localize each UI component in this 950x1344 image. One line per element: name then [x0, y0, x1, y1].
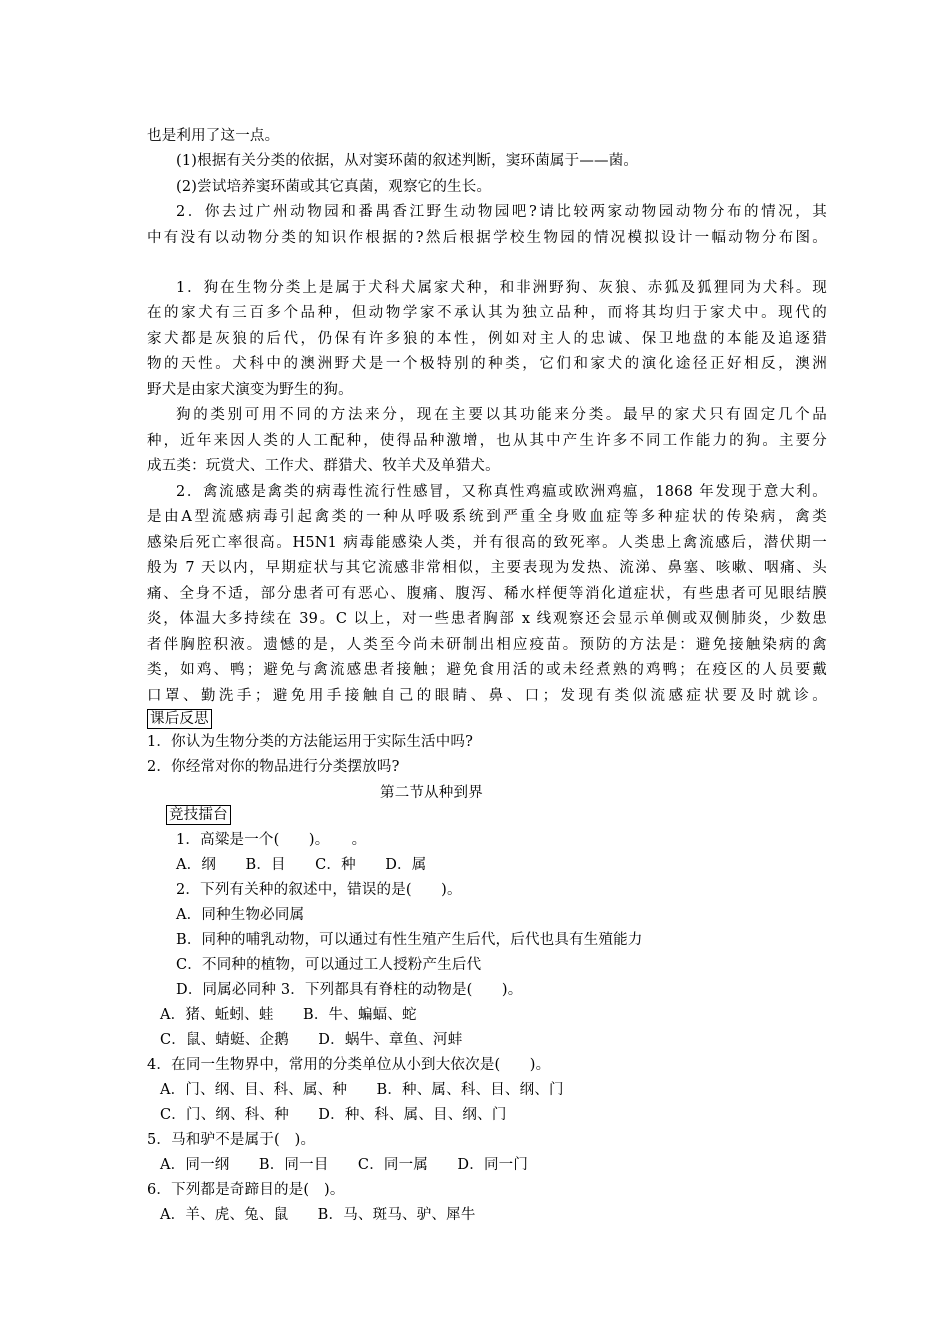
- text-line: 2．禽流感是禽类的病毒性流行性感冒，又称真性鸡瘟或欧洲鸡瘟，1868 年发现于意大利。: [176, 484, 827, 500]
- after-class-title: 课后反思: [147, 709, 212, 729]
- text-line: (2)尝试培养窦环菌或其它真菌，观察它的生长。: [176, 179, 492, 195]
- quiz-line: C．不同种的植物，可以通过工人授粉产生后代: [176, 957, 482, 973]
- quiz-line: 4．在同一生物界中，常用的分类单位从小到大依次是( )。: [147, 1057, 551, 1073]
- text-line: (1)根据有关分类的依据，从对窦环菌的叙述判断，窦环菌属于——菌。: [176, 153, 639, 169]
- quiz-line: C．门、纲、科、种 D．种、科、属、目、纲、门: [160, 1107, 507, 1123]
- text-line: 类，如鸡、鸭；避免与禽流感患者接触；避免食用活的或未经煮熟的鸡鸭；在疫区的人员要戴: [147, 662, 827, 678]
- quiz-line: A．纲 B．目 C．种 D．属: [176, 857, 427, 873]
- after-class-heading: [147, 708, 827, 730]
- quiz-line: A．同一纲 B．同一目 C．同一属 D．同一门: [160, 1157, 529, 1173]
- quiz-line: 6．下列都是奇蹄目的是( )。: [147, 1182, 345, 1198]
- text-line: 是由A型流感病毒引起禽类的一种从呼吸系统到严重全身败血症等多种症状的传染病，禽类: [147, 509, 827, 525]
- text-line: 在的家犬有三百多个品种，但动物学家不承认其为独立品种，而将其均归于家犬中。现代的: [147, 305, 827, 321]
- text-line: 中有没有以动物分类的知识作根据的?然后根据学校生物园的情况模拟设计一幅动物分布图。: [147, 230, 827, 246]
- text-line: 家犬都是灰狼的后代，仍保有许多狼的本性，例如对主人的忠诚、保卫地盘的本能及追逐猎: [147, 331, 827, 347]
- quiz-line: A．同种生物必同属: [176, 907, 305, 923]
- quiz-line: D．同属必同种 3．下列都具有脊柱的动物是( )。: [176, 982, 523, 998]
- text-line: 野犬是由家犬演变为野生的狗。: [147, 382, 353, 398]
- quiz-heading: [166, 804, 846, 826]
- reflect-question: 2．你经常对你的物品进行分类摆放吗?: [147, 759, 400, 775]
- section-title: 第二节从种到界: [380, 785, 483, 801]
- text-line: 炎，体温大多持续在 39。C 以上，对一些患者胸部 x 线观察还会显示单侧或双侧肺炎，少数患: [147, 611, 827, 627]
- text-line: 种，近年来因人类的人工配种，使得品种激增，也从其中产生许多不同工作能力的狗。主要分: [147, 433, 827, 449]
- quiz-line: B．同种的哺乳动物，可以通过有性生殖产生后代，后代也具有生殖能力: [176, 932, 643, 948]
- text-line: 成五类：玩赏犬、工作犬、群猎犬、牧羊犬及单猎犬。: [147, 458, 500, 474]
- text-line: 物的天性。犬科中的澳洲野犬是一个极特别的种类，它们和家犬的演化途径正好相反，澳洲: [147, 356, 827, 372]
- quiz-line: A．门、纲、目、科、属、种 B．种、属、科、目、纲、门: [160, 1082, 564, 1098]
- text-line: 1．狗在生物分类上是属于犬科犬属家犬种，和非洲野狗、灰狼、赤狐及狐狸同为犬科。现: [176, 280, 827, 296]
- text-line: 也是利用了这一点。: [147, 128, 280, 144]
- quiz-line: 1．高粱是一个( )。 。: [176, 832, 367, 848]
- quiz-line: A．羊、虎、兔、鼠 B．马、斑马、驴、犀牛: [160, 1207, 476, 1223]
- text-line: 狗的类别可用不同的方法来分，现在主要以其功能来分类。最早的家犬只有固定几个品: [176, 407, 827, 423]
- text-line: 者伴胸腔积液。遗憾的是，人类至今尚未研制出相应疫苗。预防的方法是：避免接触染病的禽: [147, 637, 827, 653]
- text-line: 痛、全身不适，部分患者可有恶心、腹痛、腹泻、稀水样便等消化道症状，有些患者可见眼结膜: [147, 586, 827, 602]
- quiz-line: 2．下列有关种的叙述中，错误的是( )。: [176, 882, 462, 898]
- quiz-line: 5．马和驴不是属于( )。: [147, 1132, 316, 1148]
- text-line: 口罩、勤洗手；避免用手接触自己的眼睛、鼻、口；发现有类似流感症状要及时就诊。: [147, 688, 827, 704]
- text-line: 2．你去过广州动物园和番禺香江野生动物园吧?请比较两家动物园动物分布的情况，其: [176, 204, 827, 220]
- text-line: 般为 7 天以内，早期症状与其它流感非常相似，主要表现为发热、流涕、鼻塞、咳嗽、咽痛、头: [147, 560, 827, 576]
- quiz-line: C．鼠、蜻蜓、企鹅 D．蜗牛、章鱼、河蚌: [160, 1032, 463, 1048]
- quiz-title: 竞技擂台: [166, 805, 231, 825]
- reflect-question: 1．你认为生物分类的方法能运用于实际生活中吗?: [147, 734, 474, 750]
- text-line: 感染后死亡率很高。H5N1 病毒能感染人类，并有很高的致死率。人类患上禽流感后，潜伏期一: [147, 535, 827, 551]
- quiz-line: A．猪、蚯蚓、蛙 B．牛、蝙蝠、蛇: [160, 1007, 417, 1023]
